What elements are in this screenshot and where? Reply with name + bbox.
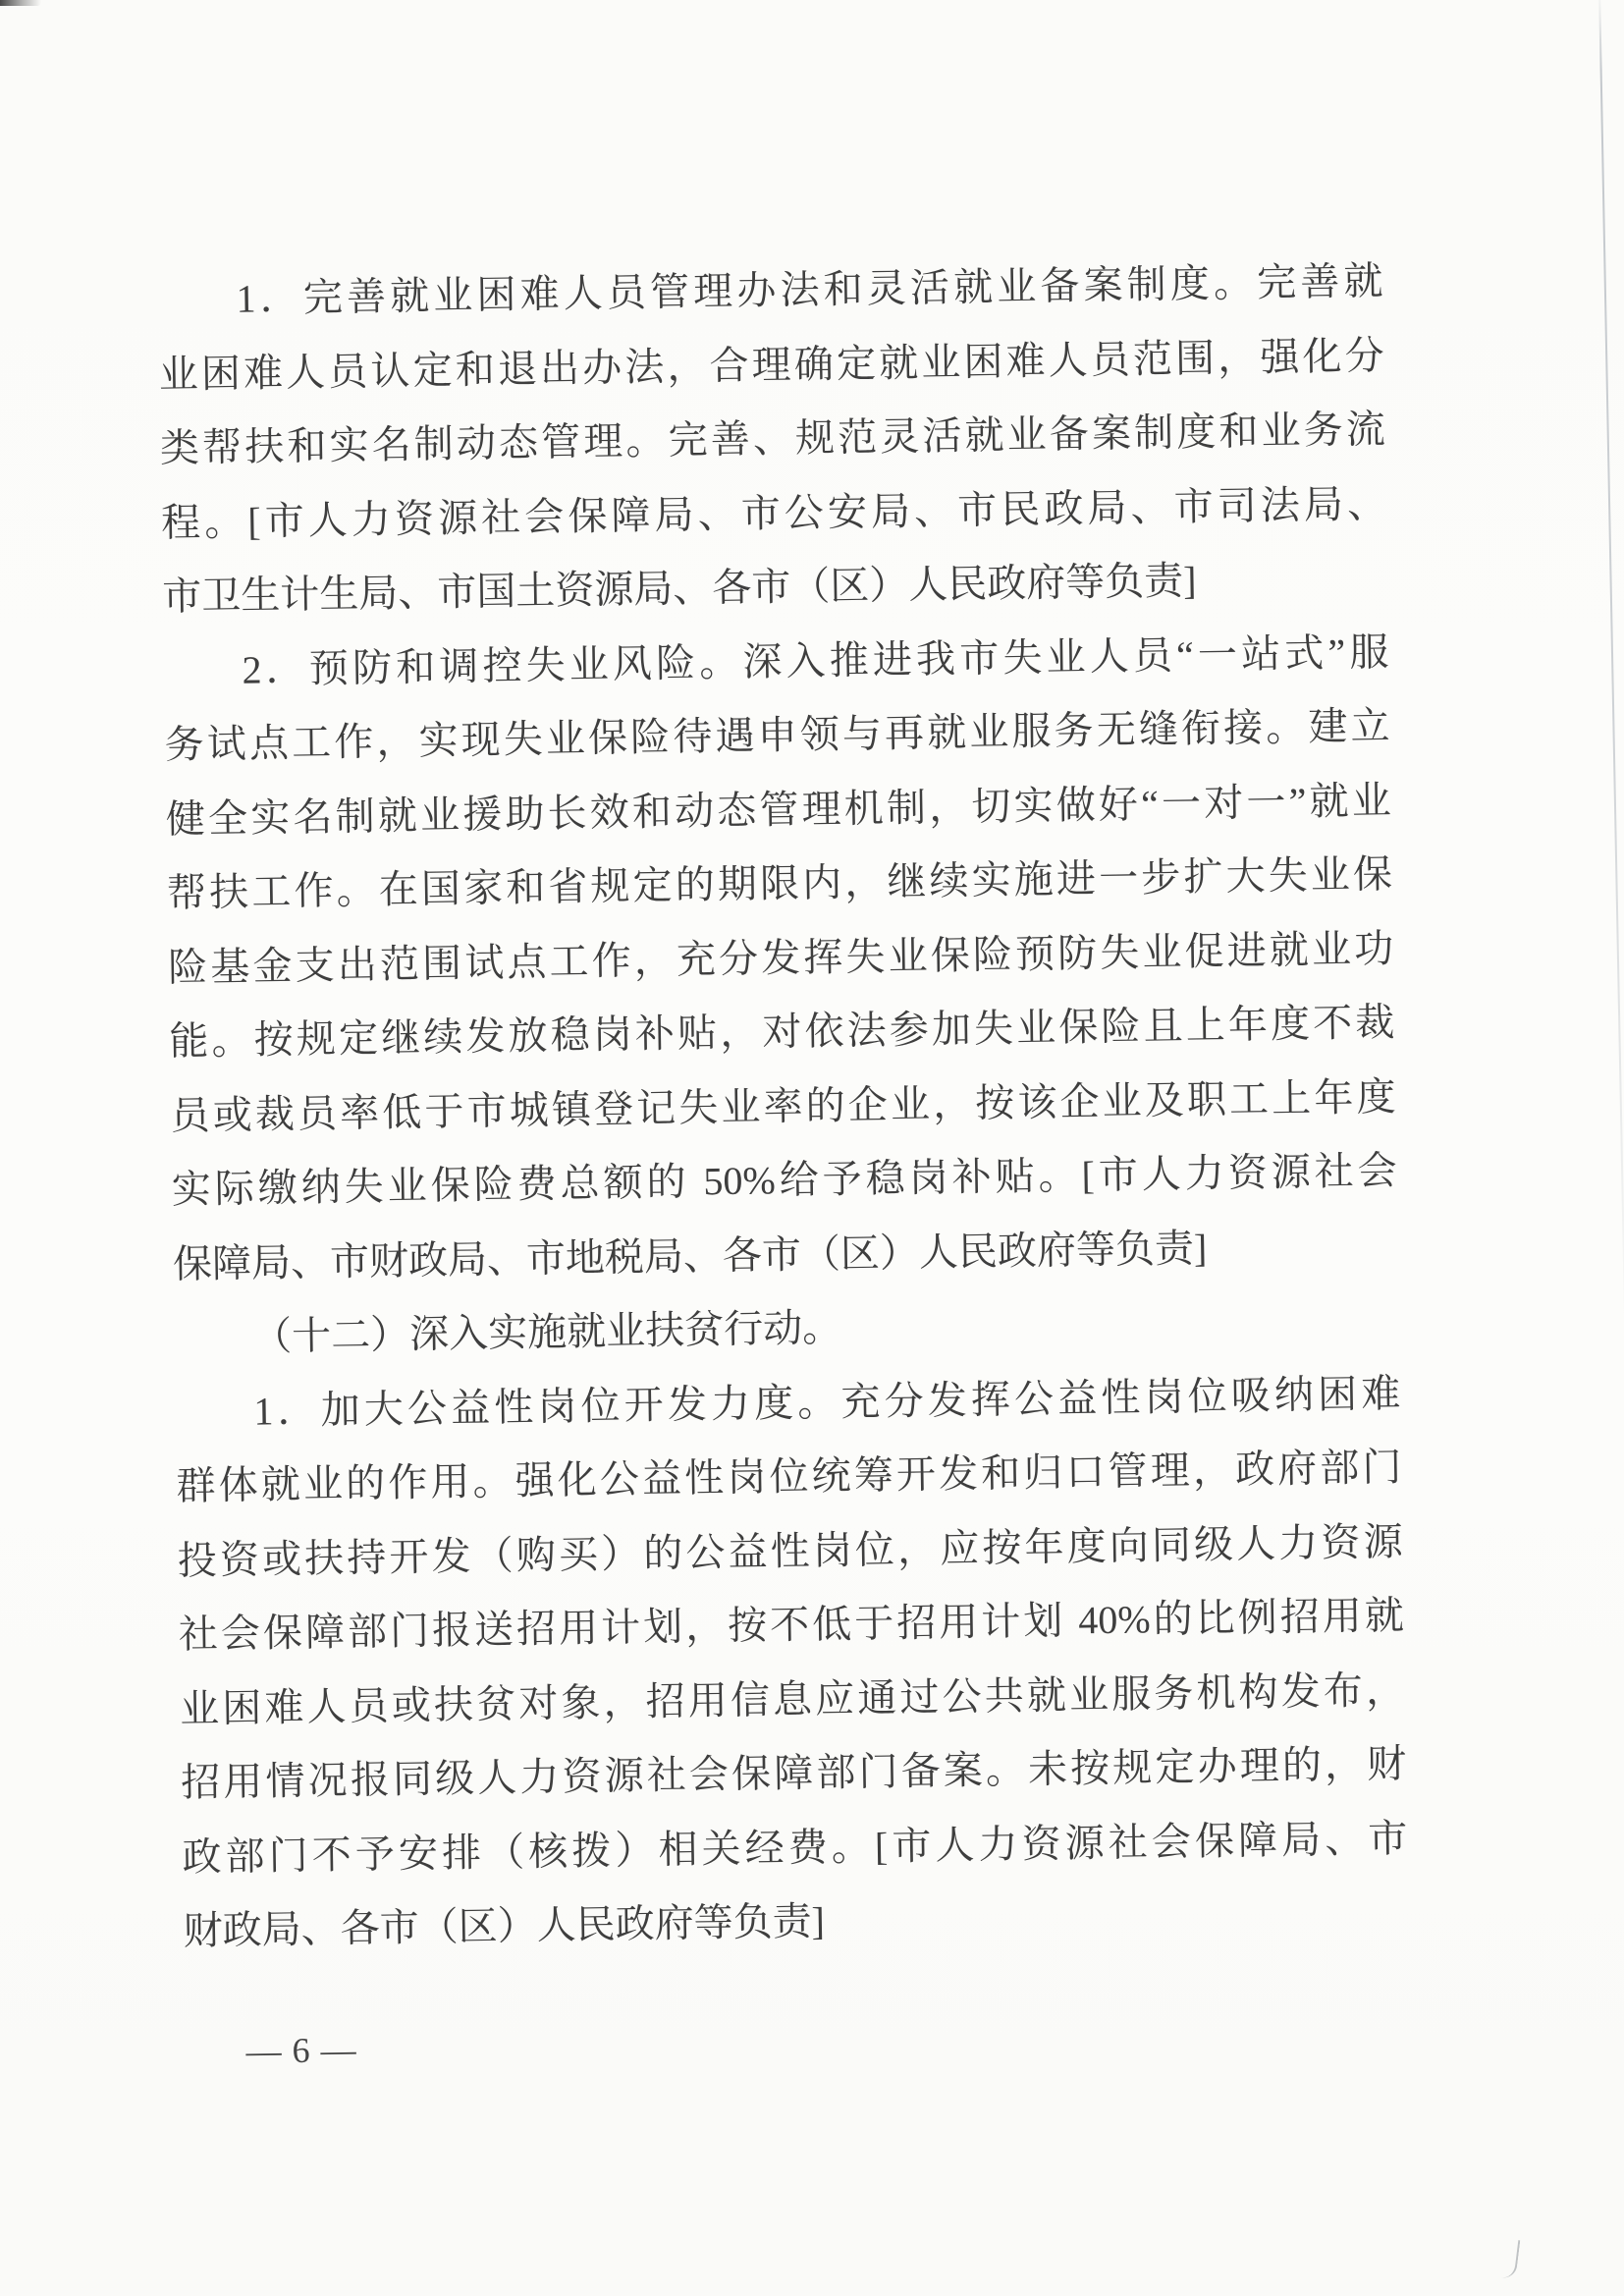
text-line: 程。[市人力资源社会保障局、市公安局、市民政局、市司法局、: [160, 480, 1387, 545]
text-line: 类帮扶和实名制动态管理。完善、规范灵活就业备案制度和业务流: [159, 407, 1386, 470]
text-line: 招用情况报同级人力资源社会保障部门备案。未按规定办理的，财: [180, 1741, 1407, 1805]
scan-speck: [1498, 2238, 1521, 2279]
text-line: 2．预防和调控失业风险。深入推进我市失业人员“一站式”服: [242, 629, 1389, 692]
text-line: 业困难人员认定和退出办法，合理确定就业困难人员范围，强化分: [158, 332, 1384, 397]
paragraph-section-12-item-1: [175, 1356, 1409, 1969]
text-line: 员或裁员率低于市城镇登记失业率的企业，按该企业及职工上年度: [170, 1073, 1396, 1138]
text-line: 财政局、各市（区）人民政府等负责]: [183, 1898, 826, 1953]
text-line: 投资或扶持开发（购买）的公益性岗位，应按年度向同级人力资源: [177, 1518, 1403, 1583]
text-line: 险基金支出范围试点工作，充分发挥失业保险预防失业促进就业功: [167, 925, 1394, 990]
document-body: [157, 244, 1409, 2071]
text-line: 能。按规定继续发放稳岗补贴，对依法参加失业保险且上年度不裁: [169, 1000, 1395, 1064]
paragraph-item-2: [163, 615, 1399, 1301]
text-line: 1．完善就业困难人员管理办法和灵活就业备案制度。完善就: [236, 258, 1383, 321]
paper-edge-line: [1598, 0, 1624, 1363]
scan-corner-artifact: [0, 0, 41, 6]
text-line: 社会保障部门报送招用计划，按不低于招用计划 40%的比例招用就: [178, 1593, 1405, 1657]
text-line: 业困难人员或扶贫对象，招用信息应通过公共就业服务机构发布，: [179, 1667, 1406, 1731]
text-line: 市卫生计生局、市国土资源局、各市（区）人民政府等负责]: [161, 558, 1197, 619]
paragraph-item-1: [157, 244, 1388, 633]
text-line: 1．加大公益性岗位开发力度。充分发挥公益性岗位吸纳困难: [253, 1370, 1401, 1434]
text-line: 帮扶工作。在国家和省规定的期限内，继续实施进一步扩大失业保: [166, 851, 1393, 915]
page-number: — 6 —: [245, 2030, 357, 2071]
text-line: 政部门不予安排（核拨）相关经费。[市人力资源社会保障局、市: [182, 1815, 1408, 1880]
section-heading-line: （十二）深入实施就业扶贫行动。: [251, 1305, 842, 1359]
text-line: 实际缴纳失业保险费总额的 50%给予稳岗补贴。[市人力资源社会: [171, 1148, 1398, 1212]
text-line: 务试点工作，实现失业保险待遇申领与再就业服务无缝衔接。建立: [164, 703, 1390, 767]
text-line: 群体就业的作用。强化公益性岗位统筹开发和归口管理，政府部门: [176, 1445, 1402, 1508]
text-line: 保障局、市财政局、市地税局、各市（区）人民政府等负责]: [172, 1225, 1208, 1286]
text-line: 健全实名制就业援助长效和动态管理机制，切实做好“一对一”就业: [165, 777, 1392, 842]
